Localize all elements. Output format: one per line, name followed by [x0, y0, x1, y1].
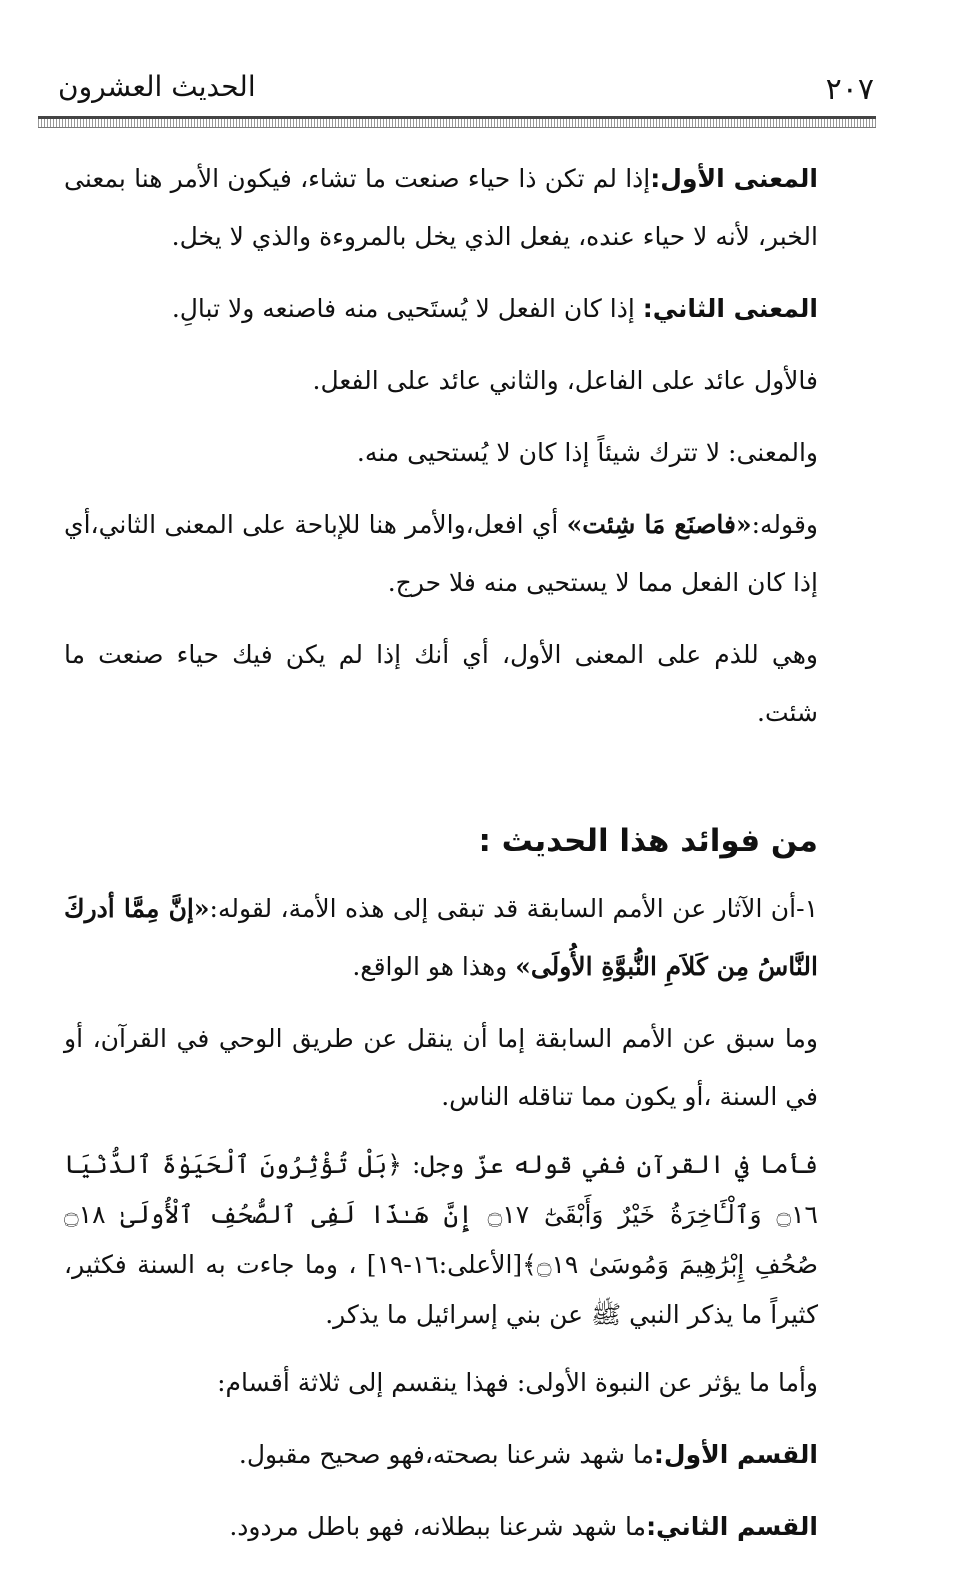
part-2-text: ما شهد شرعنا ببطلانه، فهو باطل مردود. [229, 1512, 647, 1541]
paragraph: وهي للذم على المعنى الأول، أي أنك إذا لم يكن فيك حياء صنعت ما شئت. [64, 640, 818, 727]
citation-prefix: فأما في القرآن ففي قوله عزّ وجل: [401, 1150, 818, 1179]
quote-explanation: أي افعل،والأمر هنا للإباحة على المعنى الثاني،أي إذا كان الفعل مما لا يستحيى منه فلا حرج. [64, 510, 818, 597]
part-1-paragraph [64, 1426, 818, 1484]
meaning-first-label: المعنى الأول: [650, 164, 818, 193]
benefit-item-1 [64, 880, 818, 996]
hadith-quote: «فاصنَع مَا شِئت» [566, 510, 752, 539]
meaning-second-label: المعنى الثاني: [642, 294, 818, 323]
paragraph: والمعنى: لا تترك شيئاً إذا كان لا يُستحيى منه. [356, 438, 818, 467]
paragraph: وأما ما يؤثر عن النبوة الأولى: فهذا ينقسم إلى ثلاثة أقسام: [217, 1368, 818, 1397]
page-number: ٢٠٧ [825, 72, 874, 107]
meaning-second-paragraph [64, 280, 818, 338]
part-1-text: ما شهد شرعنا بصحته،فهو صحيح مقبول. [238, 1440, 654, 1469]
benefit-item-1-prefix: ١-أن الآثار عن الأمم السابقة قد تبقى إلى هذه الأمة، لقوله: [209, 894, 819, 923]
paragraph: وما سبق عن الأمم السابقة إما أن ينقل عن طريق الوحي في القرآن، أو في السنة ،أو يكون مما تناقله الناس. [64, 1024, 818, 1111]
part-1-label: القسم الأول: [653, 1440, 818, 1469]
hadith-quote: «إنَّ مِمَّا أدركَ النَّاسُ مِن كَلاَمِ النُّبوَّةِ الأُولَى» [64, 894, 818, 981]
meaning-second-text: إذا كان الفعل لا يُستَحيى منه فاصنعه ولا تبالِ. [171, 294, 643, 323]
quote-prefix: وقوله: [751, 510, 818, 539]
header-rule [38, 116, 876, 128]
section-heading: من فوائد هذا الحديث : [478, 823, 818, 859]
citation-suffix: ، وما جاءت به السنة فكثير، كثيراً ما يذكر النبي ﷺ عن بني إسرائيل ما يذكر. [64, 1250, 818, 1329]
part-2-paragraph [64, 1498, 818, 1556]
running-title: الحديث العشرون [58, 70, 256, 103]
quran-citation-paragraph [64, 1140, 818, 1340]
paragraph-hadith-quote [64, 496, 818, 612]
verse-reference: [الأعلى:١٦-١٩] [366, 1250, 523, 1279]
part-2-label: القسم الثاني: [646, 1512, 818, 1541]
benefit-item-1-suffix: وهذا هو الواقع. [352, 952, 516, 981]
page-body [64, 150, 818, 1570]
page-header [40, 60, 874, 110]
meaning-first-text: إذا لم تكن ذا حياء صنعت ما تشاء، فيكون الأمر هنا بمعنى الخبر، لأنه لا حياء عنده، يفعل الذي يخل بالمروءة والذي لا يخل. [64, 164, 818, 251]
paragraph: فالأول عائد على الفاعل، والثاني عائد على الفعل. [312, 366, 818, 395]
quran-verse: ﴿بَلْ تُؤْثِرُونَ ٱلْحَيَوٰةَ ٱلدُّنْيَا ۝١٦ وَٱلْـَٔاخِرَةُ خَيْرٌ وَأَبْقَىٰٓ ۝١٧ إِنَّ هَـٰذَا لَفِى ٱلصُّحُفِ ٱلْأُولَىٰ ۝١٨ صُحُفِ إِبْرَٰهِيمَ وَمُوسَىٰ ۝١٩﴾ [64, 1150, 818, 1279]
meaning-first-paragraph [64, 150, 818, 266]
